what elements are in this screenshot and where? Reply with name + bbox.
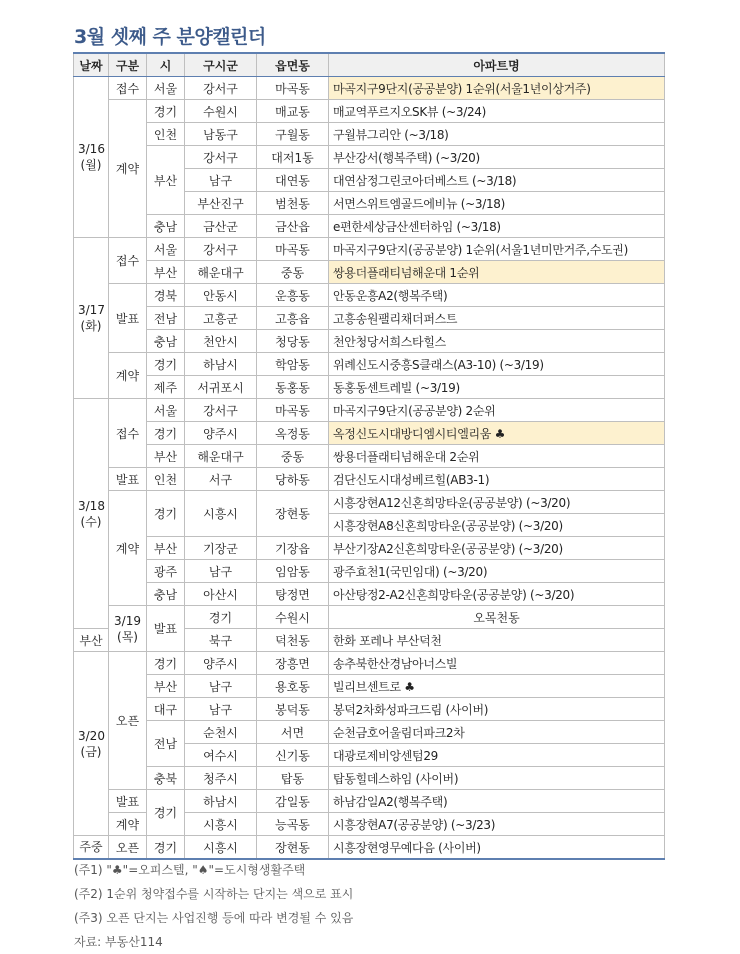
- footnote-1: (주1) "♣"=오피스텔, "♠"=도시형생활주택: [74, 863, 306, 877]
- town-cell: 옥정동: [257, 422, 329, 445]
- city-cell: 부산: [147, 261, 185, 284]
- district-cell: 서귀포시: [185, 376, 257, 399]
- district-cell: 양주시: [185, 652, 257, 675]
- apartment-name-cell: 시흥장현영무예다음 (사이버): [329, 836, 665, 860]
- city-cell: 경기: [147, 353, 185, 376]
- district-cell: 해운대구: [185, 261, 257, 284]
- table-row: [74, 284, 665, 307]
- city-cell: 경기: [147, 836, 185, 860]
- town-cell: 용호동: [257, 675, 329, 698]
- table-row: [74, 261, 665, 284]
- city-cell: 광주: [147, 560, 185, 583]
- city-cell: 충북: [147, 767, 185, 790]
- footnotes: [74, 858, 353, 954]
- district-cell: 안동시: [185, 284, 257, 307]
- town-cell: 청당동: [257, 330, 329, 353]
- district-cell: 남구: [185, 560, 257, 583]
- table-row: [74, 537, 665, 560]
- city-cell: 경북: [147, 284, 185, 307]
- apartment-name-cell: 쌍용더플래티넘해운대 2순위: [329, 445, 665, 468]
- city-cell: 서울: [147, 399, 185, 422]
- district-cell: 하남시: [185, 790, 257, 813]
- city-cell: 인천: [147, 123, 185, 146]
- city-cell: 부산: [147, 146, 185, 215]
- category-cell: 오픈: [109, 652, 147, 790]
- town-cell: 당하동: [257, 468, 329, 491]
- apartment-name-cell: 대연삼정그린코아더베스트 (~3/18): [329, 169, 665, 192]
- district-cell: 수원시: [185, 100, 257, 123]
- apartment-name-cell: 부산기장A2신혼희망타운(공공분양) (~3/20): [329, 537, 665, 560]
- page-title: 3월 셋째 주 분양캘린더: [74, 26, 266, 48]
- district-cell: 수원시: [257, 606, 329, 629]
- apartment-name-cell: 시흥장현A8신혼희망타운(공공분양) (~3/20): [329, 514, 665, 537]
- table-row: [74, 675, 665, 698]
- table-row: [74, 767, 665, 790]
- town-cell: 마곡동: [257, 77, 329, 100]
- district-cell: 시흥시: [185, 836, 257, 860]
- category-cell: 계약: [109, 353, 147, 399]
- table-row: [74, 399, 665, 422]
- category-cell: 발표: [147, 606, 185, 652]
- apartment-name-cell: 위례신도시중흥S클래스(A3-10) (~3/19): [329, 353, 665, 376]
- town-cell: 신기동: [257, 744, 329, 767]
- table-row: [74, 123, 665, 146]
- town-cell: 서면: [257, 721, 329, 744]
- category-cell: 접수: [109, 238, 147, 284]
- date-cell: 3/16 (월): [74, 77, 109, 238]
- table-row: [74, 445, 665, 468]
- district-cell: 남구: [185, 698, 257, 721]
- town-cell: 탑동: [257, 767, 329, 790]
- header-district: 구시군: [185, 53, 257, 77]
- city-cell: 부산: [74, 629, 109, 652]
- city-cell: 대구: [147, 698, 185, 721]
- apartment-name-cell: 한화 포레나 부산덕천: [329, 629, 665, 652]
- district-cell: 남구: [185, 675, 257, 698]
- apartment-name-cell: 천안청당서희스타힐스: [329, 330, 665, 353]
- apartment-name-cell: 아산탕정2-A2신혼희망타운(공공분양) (~3/20): [329, 583, 665, 606]
- table-row: [74, 422, 665, 445]
- district-cell: 아산시: [185, 583, 257, 606]
- town-cell: 고흥읍: [257, 307, 329, 330]
- footnote-2: (주2) 1순위 청약접수를 시작하는 단지는 색으로 표시: [74, 887, 354, 901]
- table-row: [74, 238, 665, 261]
- town-cell: 장현동: [257, 491, 329, 537]
- apartment-name-cell: 구월뷰그리안 (~3/18): [329, 123, 665, 146]
- date-cell: 주중: [74, 836, 109, 860]
- district-cell: 강서구: [185, 238, 257, 261]
- apartment-name-cell: 고흥송원팰리채더퍼스트: [329, 307, 665, 330]
- city-cell: 충남: [147, 215, 185, 238]
- city-cell: 경기: [147, 652, 185, 675]
- table-row: [74, 491, 665, 514]
- town-cell: 매교동: [257, 100, 329, 123]
- table-row: [74, 146, 665, 169]
- district-cell: 금산군: [185, 215, 257, 238]
- town-cell: 중동: [257, 261, 329, 284]
- apartment-name-cell: 봉덕2차화성파크드림 (사이버): [329, 698, 665, 721]
- apartment-name-cell: 매교역푸르지오SK뷰 (~3/24): [329, 100, 665, 123]
- category-cell: 오픈: [109, 836, 147, 860]
- header-category: 구분: [109, 53, 147, 77]
- district-cell: 순천시: [185, 721, 257, 744]
- city-cell: 전남: [147, 721, 185, 767]
- presale-calendar-table: [73, 52, 665, 860]
- town-cell: 기장읍: [257, 537, 329, 560]
- table-body: [74, 77, 665, 860]
- town-cell: 대저1동: [257, 146, 329, 169]
- town-cell: 마곡동: [257, 399, 329, 422]
- town-cell: 중동: [257, 445, 329, 468]
- district-cell: 시흥시: [185, 491, 257, 537]
- apartment-name-cell: 검단신도시대성베르힐(AB3-1): [329, 468, 665, 491]
- table-row: [74, 376, 665, 399]
- apartment-name-cell: 마곡지구9단지(공공분양) 1순위(서울1년이상거주): [329, 77, 665, 100]
- town-cell: 학암동: [257, 353, 329, 376]
- city-cell: 서울: [147, 77, 185, 100]
- table-row: [74, 330, 665, 353]
- apartment-name-cell: e편한세상금산센터하임 (~3/18): [329, 215, 665, 238]
- town-cell: 봉덕동: [257, 698, 329, 721]
- town-cell: 대연동: [257, 169, 329, 192]
- category-cell: 발표: [109, 468, 147, 491]
- category-cell: 접수: [109, 77, 147, 100]
- apartment-name-cell: 탑동힐데스하임 (사이버): [329, 767, 665, 790]
- apartment-name-cell: 옥정신도시대방디엠시티엘리움 ♣: [329, 422, 665, 445]
- apartment-name-cell: 동홍동센트레빌 (~3/19): [329, 376, 665, 399]
- table-row: [74, 721, 665, 744]
- district-cell: 기장군: [185, 537, 257, 560]
- table-row: [74, 560, 665, 583]
- town-cell: 임암동: [257, 560, 329, 583]
- district-cell: 하남시: [185, 353, 257, 376]
- category-cell: 계약: [109, 491, 147, 606]
- table-row: [74, 583, 665, 606]
- district-cell: 고흥군: [185, 307, 257, 330]
- table-row: [74, 468, 665, 491]
- town-cell: 범천동: [257, 192, 329, 215]
- category-cell: 발표: [109, 284, 147, 353]
- district-cell: 남구: [185, 169, 257, 192]
- table-row: [74, 606, 665, 629]
- category-cell: 계약: [109, 813, 147, 836]
- town-cell: 운흥동: [257, 284, 329, 307]
- category-cell: 계약: [109, 100, 147, 238]
- apartment-name-cell: 부산강서(행복주택) (~3/20): [329, 146, 665, 169]
- town-cell: 덕천동: [257, 629, 329, 652]
- city-cell: 충남: [147, 330, 185, 353]
- district-cell: 강서구: [185, 77, 257, 100]
- date-cell: 3/18 (수): [74, 399, 109, 629]
- category-cell: 발표: [109, 790, 147, 813]
- apartment-name-cell: 송추북한산경남아너스빌: [329, 652, 665, 675]
- table-row: [74, 307, 665, 330]
- apartment-name-cell: 서면스위트엠골드에비뉴 (~3/18): [329, 192, 665, 215]
- header-city: 시: [147, 53, 185, 77]
- header-town: 읍면동: [257, 53, 329, 77]
- header-date: 날짜: [74, 53, 109, 77]
- apartment-name-cell: 마곡지구9단지(공공분양) 1순위(서울1년미만거주,수도권): [329, 238, 665, 261]
- table-row: [74, 790, 665, 813]
- table-row: [74, 698, 665, 721]
- city-cell: 부산: [147, 537, 185, 560]
- table-row: [74, 100, 665, 123]
- city-cell: 제주: [147, 376, 185, 399]
- town-cell: 감일동: [257, 790, 329, 813]
- city-cell: 충남: [147, 583, 185, 606]
- town-cell: 장흥면: [257, 652, 329, 675]
- town-cell: 오목천동: [329, 606, 665, 629]
- town-cell: 탕정면: [257, 583, 329, 606]
- city-cell: 경기: [147, 100, 185, 123]
- date-cell: 3/17 (화): [74, 238, 109, 399]
- date-cell: 3/19 (목): [109, 606, 147, 652]
- apartment-name-cell: 마곡지구9단지(공공분양) 2순위: [329, 399, 665, 422]
- city-cell: 부산: [147, 675, 185, 698]
- source-note: 자료: 부동산114: [74, 935, 163, 949]
- city-cell: 경기: [185, 606, 257, 629]
- town-cell: 금산읍: [257, 215, 329, 238]
- district-cell: 남동구: [185, 123, 257, 146]
- district-cell: 청주시: [185, 767, 257, 790]
- table-header: [74, 53, 665, 77]
- district-cell: 북구: [185, 629, 257, 652]
- town-cell: 마곡동: [257, 238, 329, 261]
- district-cell: 시흥시: [185, 813, 257, 836]
- apartment-name-cell: 시흥장현A7(공공분양) (~3/23): [329, 813, 665, 836]
- table-row: [74, 215, 665, 238]
- table-row: [74, 353, 665, 376]
- city-cell: 부산: [147, 445, 185, 468]
- town-cell: 장현동: [257, 836, 329, 860]
- apartment-name-cell: 쌍용더플래티넘해운대 1순위: [329, 261, 665, 284]
- district-cell: 양주시: [185, 422, 257, 445]
- district-cell: 부산진구: [185, 192, 257, 215]
- apartment-name-cell: 안동운흥A2(행복주택): [329, 284, 665, 307]
- district-cell: 천안시: [185, 330, 257, 353]
- city-cell: 인천: [147, 468, 185, 491]
- table-row: [74, 652, 665, 675]
- district-cell: 해운대구: [185, 445, 257, 468]
- town-cell: 능곡동: [257, 813, 329, 836]
- district-cell: 서구: [185, 468, 257, 491]
- town-cell: 구월동: [257, 123, 329, 146]
- date-cell: 3/20 (금): [74, 652, 109, 836]
- table-row: [74, 836, 665, 860]
- apartment-name-cell: 빌리브센트로 ♣: [329, 675, 665, 698]
- category-cell: 접수: [109, 399, 147, 468]
- district-cell: 강서구: [185, 399, 257, 422]
- city-cell: 전남: [147, 307, 185, 330]
- city-cell: 경기: [147, 491, 185, 537]
- apartment-name-cell: 광주효천1(국민임대) (~3/20): [329, 560, 665, 583]
- district-cell: 강서구: [185, 146, 257, 169]
- apartment-name-cell: 시흥장현A12신혼희망타운(공공분양) (~3/20): [329, 491, 665, 514]
- city-cell: 서울: [147, 238, 185, 261]
- footnote-3: (주3) 오픈 단지는 사업진행 등에 따라 변경될 수 있음: [74, 911, 354, 925]
- town-cell: 동홍동: [257, 376, 329, 399]
- apartment-name-cell: 하남감일A2(행복주택): [329, 790, 665, 813]
- city-cell: 경기: [147, 422, 185, 445]
- apartment-name-cell: 순천금호어울림더파크2차: [329, 721, 665, 744]
- apartment-name-cell: 대광로제비앙센텀29: [329, 744, 665, 767]
- header-apartment: 아파트명: [329, 53, 665, 77]
- table-row: [74, 77, 665, 100]
- district-cell: 여수시: [185, 744, 257, 767]
- city-cell: 경기: [147, 790, 185, 836]
